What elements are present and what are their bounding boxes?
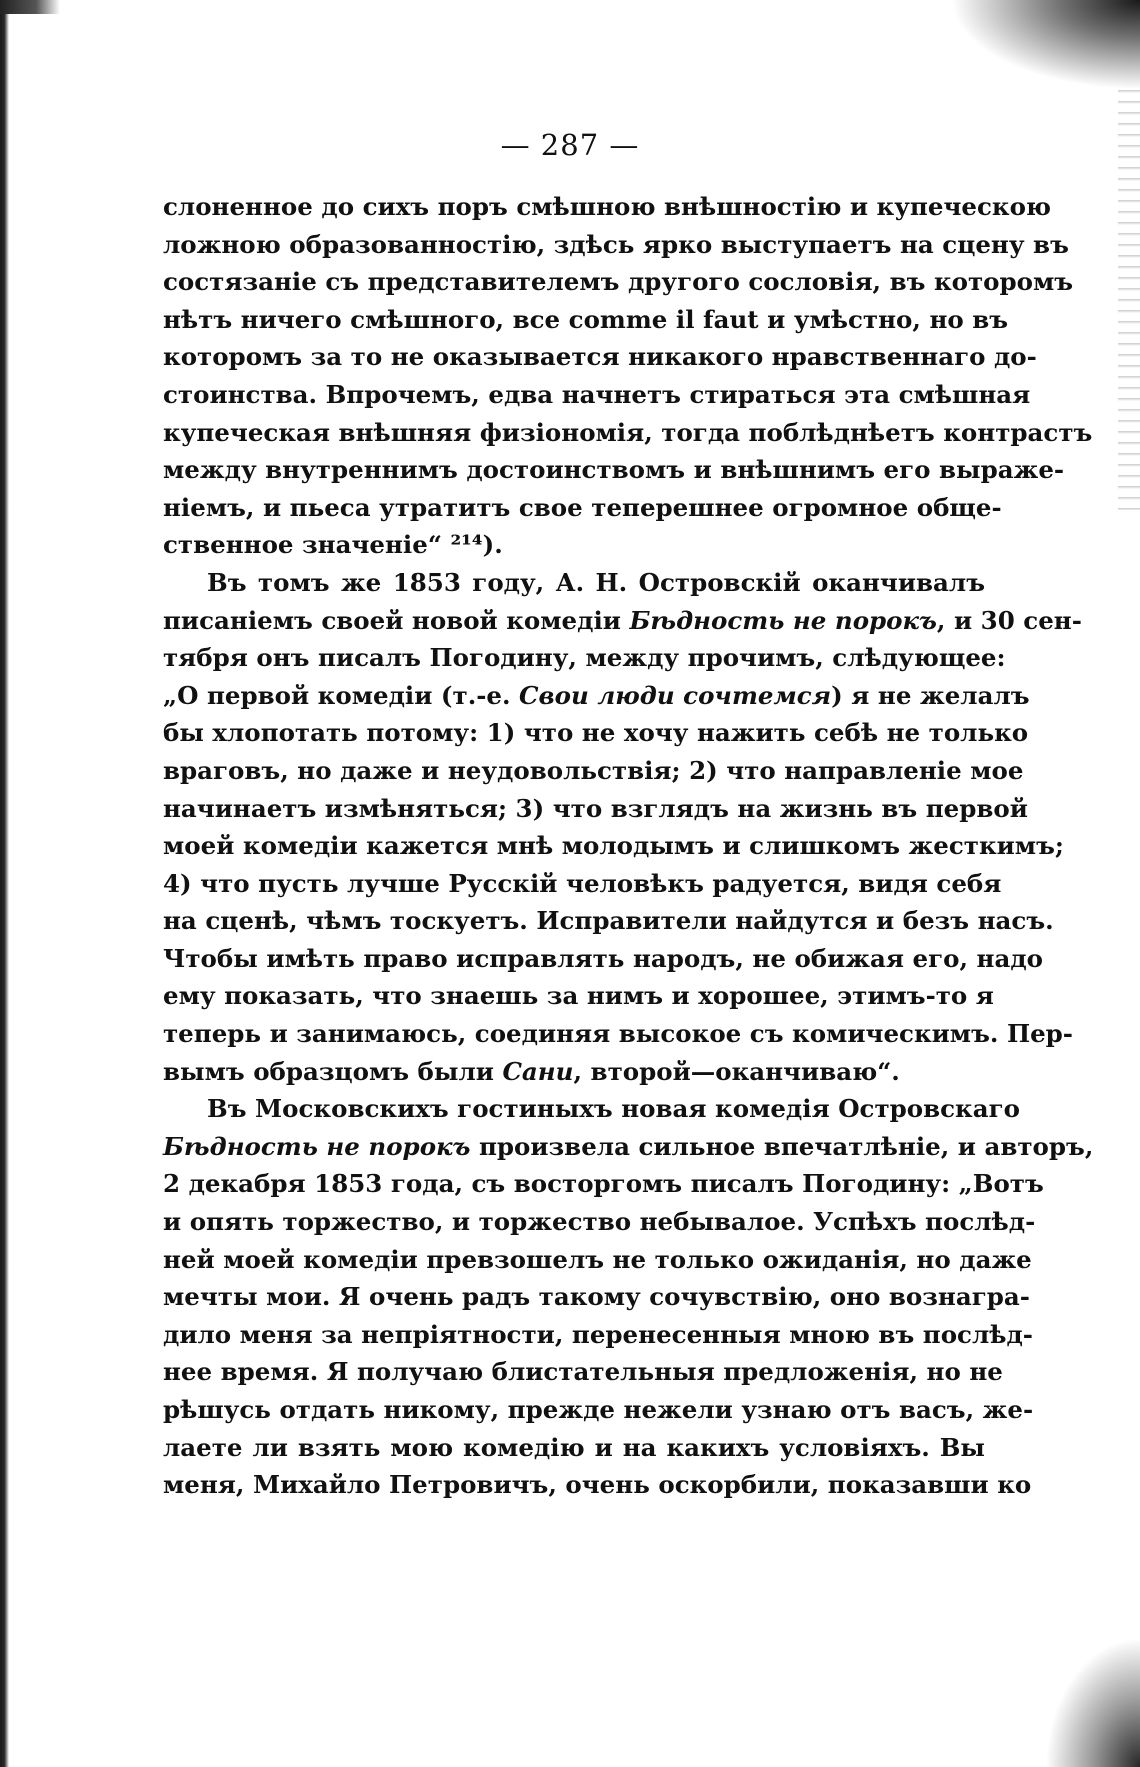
text-line: теперь и занимаюсь, соединяя высокое съ комическимъ. Пер- [163, 1019, 1073, 1049]
text-line: и опять торжество, и торжество небывалое. Успѣхъ послѣд- [163, 1207, 1036, 1237]
text-line: дило меня за непріятности, перенесенныя мною въ послѣд- [163, 1319, 1033, 1349]
text-line: ніемъ, и пьеса утратитъ свое теперешнее огромное обще- [163, 492, 1002, 522]
text-run: писаніемъ своей новой комедіи [163, 605, 630, 635]
scan-corner-top-right [950, 0, 1140, 90]
text-line: начинаетъ измѣняться; 3) что взглядъ на жизнь въ первой [163, 793, 1028, 823]
text-line: лаете ли взять мою комедію и на какихъ условіяхъ. Вы [163, 1432, 985, 1462]
text-run: , и 30 сен- [936, 605, 1082, 635]
text-line: ней моей комедіи превзошелъ не только ожиданія, но даже [163, 1244, 1032, 1274]
text-line: меня, Михайло Петровичъ, очень оскорбили, показавши ко [163, 1470, 1032, 1500]
text-line: слоненное до сихъ поръ смѣшною внѣшностію и купеческою [163, 192, 1052, 221]
text-line: рѣшусь отдать никому, прежде нежели узнаю отъ васъ, же- [163, 1395, 1034, 1424]
text-line: Въ Московскихъ гостиныхъ новая комедія Островскаго [207, 1094, 1020, 1124]
text-run: вымъ образцомъ были [163, 1056, 503, 1086]
text-line: ему показать, что знаешь за нимъ и хорошее, этимъ-то я [163, 981, 994, 1011]
body-text [163, 188, 1094, 1504]
scan-corner-top-left [0, 0, 60, 14]
text-line [163, 1053, 985, 1091]
text-line: ственное значеніе“ ²¹⁴). [163, 530, 503, 560]
text-line [163, 677, 1030, 715]
text-run: произвела сильное впечатлѣніе, и авторъ, [470, 1131, 1094, 1161]
text-line: 4) что пусть лучше Русскій человѣкъ радуется, видя себя [163, 868, 1002, 898]
scan-edge-left [0, 0, 9, 1767]
text-run: , второй—оканчиваю“. [573, 1056, 900, 1086]
paragraph-2 [163, 564, 1082, 1090]
play-title: Свои люди сочтемся [519, 680, 832, 710]
play-title: Бѣдность не порокъ [629, 605, 937, 635]
text-line [163, 602, 1082, 640]
text-line: которомъ за то не оказывается никакого нравственнаго до- [163, 342, 1037, 372]
paragraph-3 [163, 1090, 1094, 1504]
page-number: — 287 — [500, 128, 640, 162]
text-line: мечты мои. Я очень радъ такому сочувствію, оно вознагра- [163, 1282, 1030, 1312]
text-line: стоинства. Впрочемъ, едва начнетъ стираться эта смѣшная [163, 379, 1031, 409]
text-line: нее время. Я получаю блистательныя предложенія, но не [163, 1357, 1003, 1387]
text-line: враговъ, но даже и неудовольствія; 2) что направленіе мое [163, 755, 1024, 785]
scan-corner-bottom-right [1045, 1637, 1140, 1767]
play-title: Сани [502, 1056, 574, 1086]
text-run: „О первой комедіи (т.-е. [163, 680, 520, 710]
text-line: бы хлопотать потому: 1) что не хочу нажить себѣ не только [163, 718, 1029, 748]
text-line: нѣтъ ничего смѣшного, все comme il faut и умѣстно, но въ [163, 304, 1009, 334]
text-line: тября онъ писалъ Погодину, между прочимъ, слѣдующее: [163, 643, 1006, 673]
play-title: Бѣдность не порокъ [163, 1131, 471, 1161]
text-line: состязаніе съ представителемъ другого сословія, въ которомъ [163, 267, 1074, 297]
text-line: на сценѣ, чѣмъ тоскуетъ. Исправители найдутся и безъ насъ. [163, 906, 1054, 936]
text-line [163, 1128, 1094, 1166]
paragraph-1 [163, 188, 1093, 564]
text-line: купеческая внѣшняя физіономія, тогда поблѣднѣетъ контрастъ [163, 417, 1093, 447]
text-line: Въ томъ же 1853 году, А. Н. Островскій оканчивалъ [207, 567, 985, 597]
text-line: Чтобы имѣть право исправлять народъ, не обижая его, надо [163, 943, 1044, 973]
text-line: ложною образованностію, здѣсь ярко выступаетъ на сцену въ [163, 229, 1069, 259]
text-line: между внутреннимъ достоинствомъ и внѣшнимъ его выраже- [163, 455, 1065, 485]
text-line: моей комедіи кажется мнѣ молодымъ и слишкомъ жесткимъ; [163, 831, 1064, 861]
text-run: ) я не желалъ [831, 680, 1030, 710]
text-line: 2 декабря 1853 года, съ восторгомъ писалъ Погодину: „Вотъ [163, 1169, 1044, 1199]
